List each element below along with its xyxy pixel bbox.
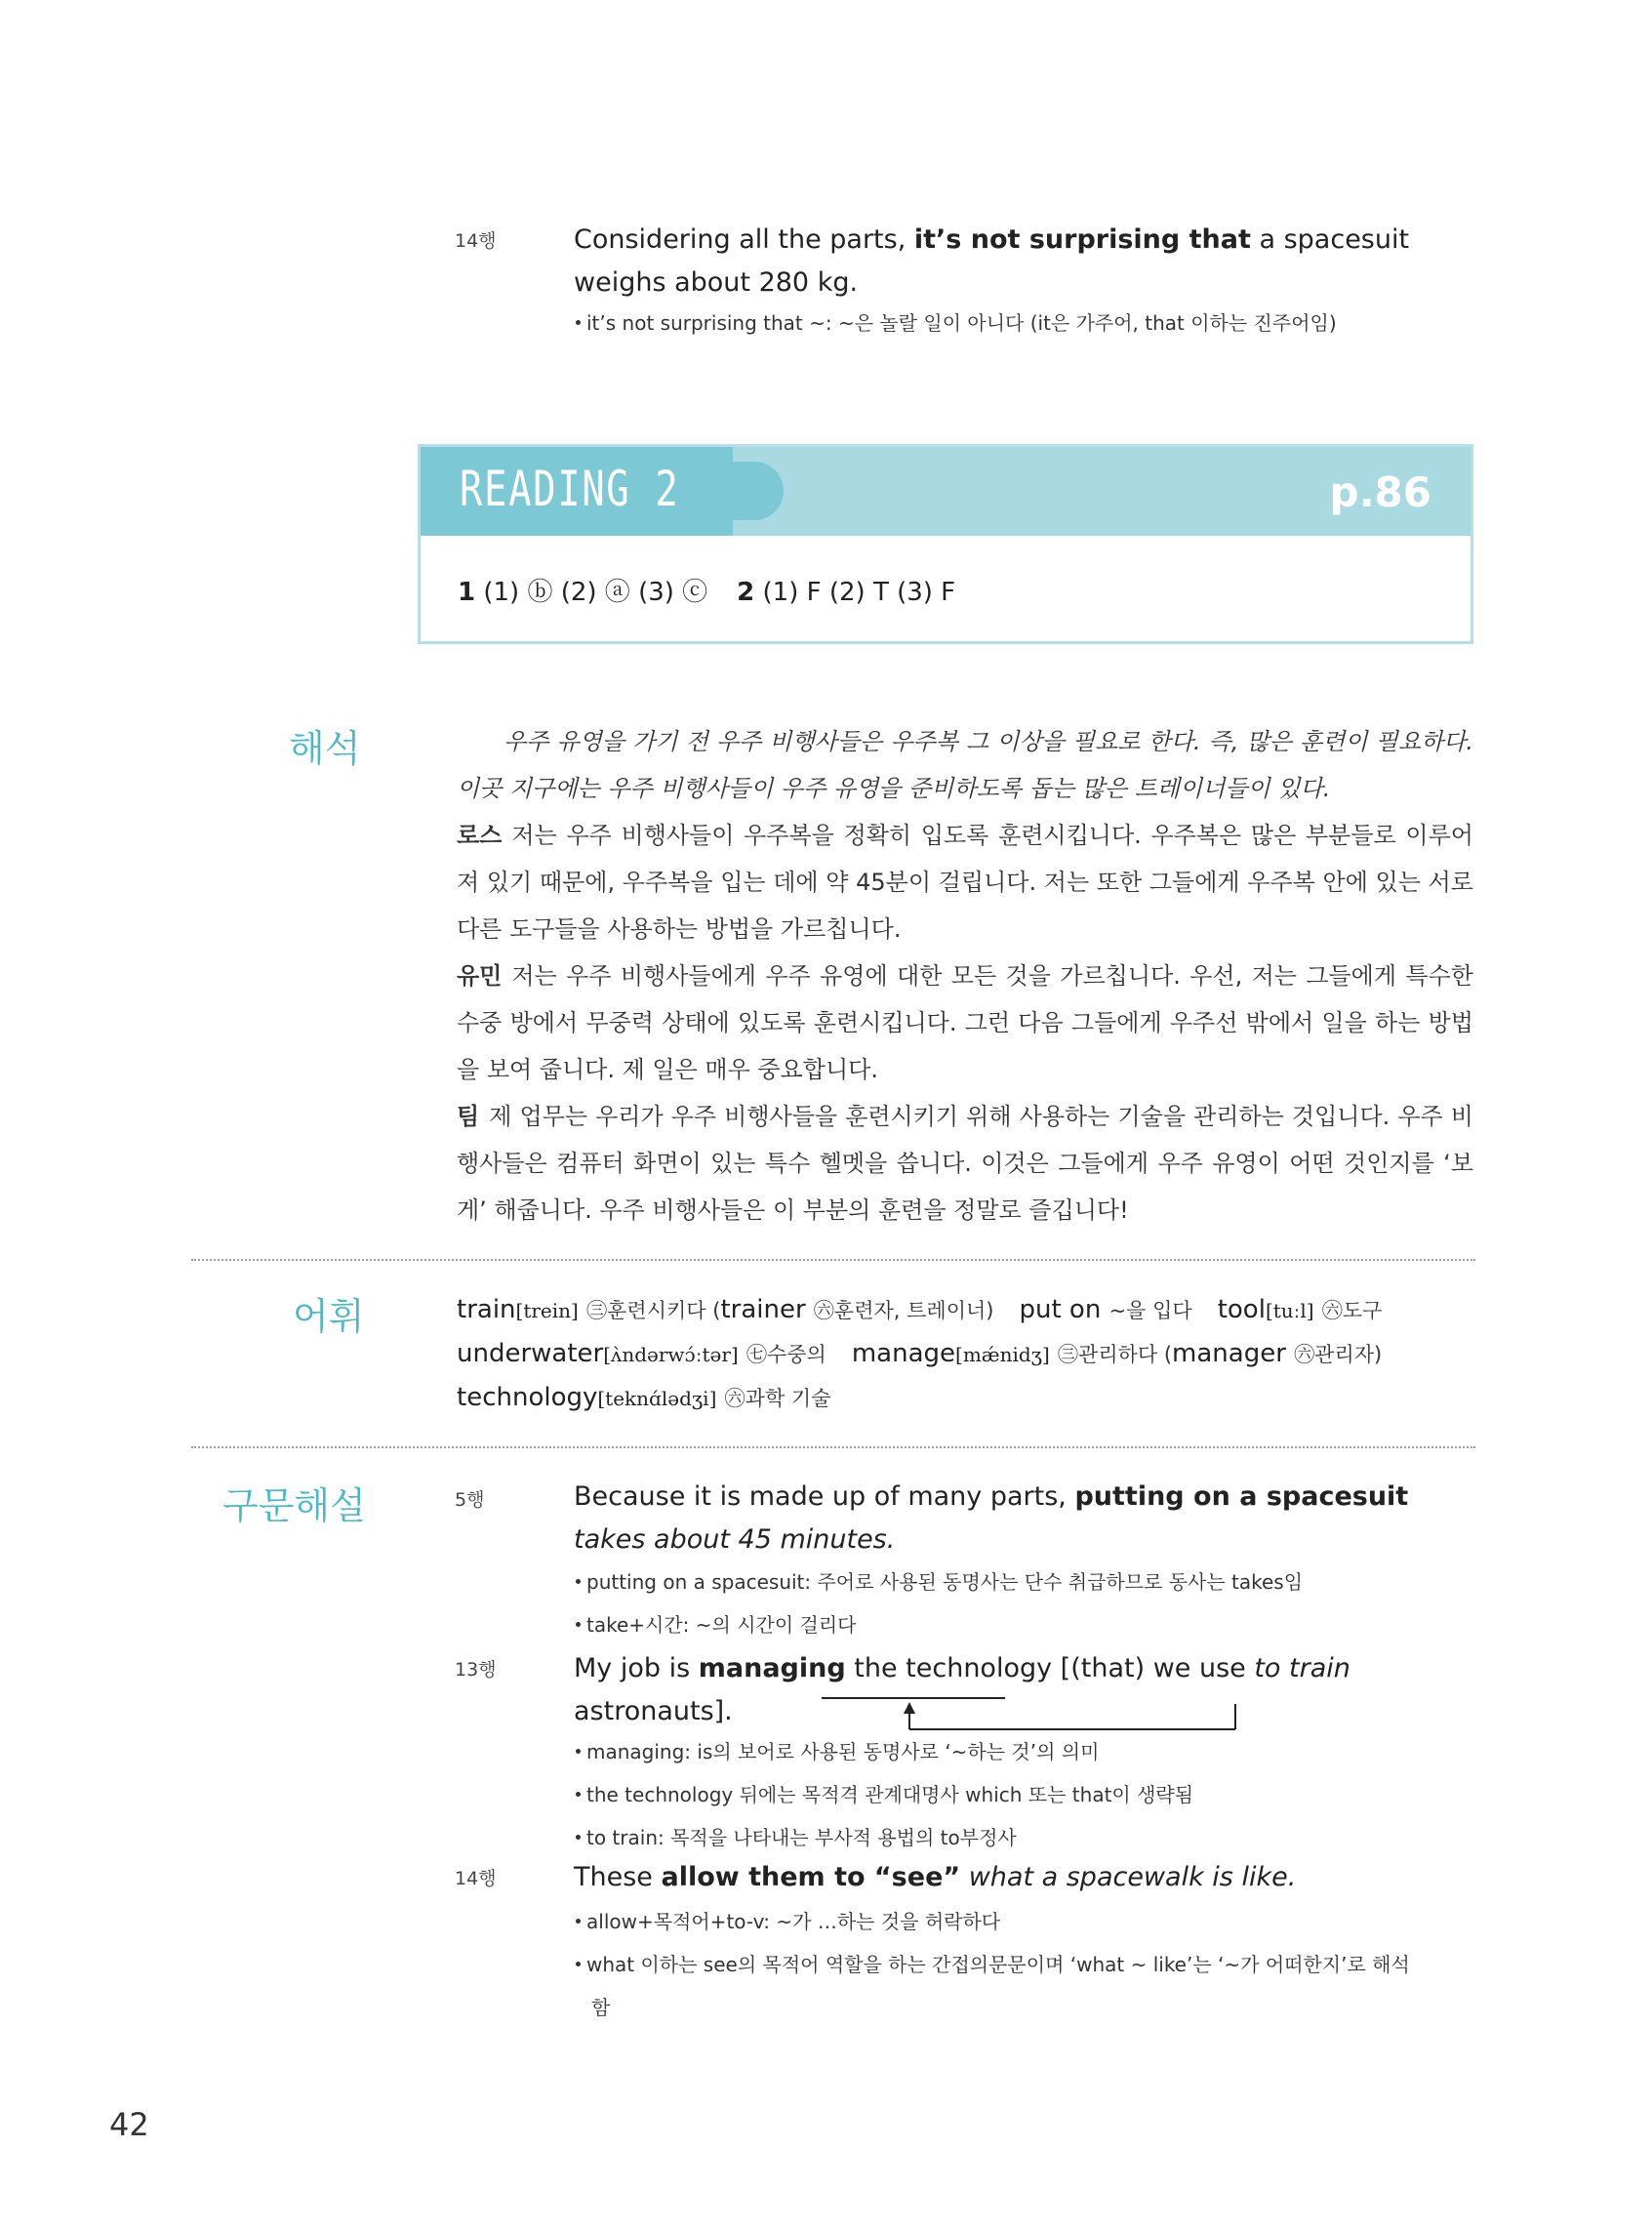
sentence-part: a spacesuit weighs about 280 kg. (574, 224, 1410, 298)
grammar-note-continuation: 함 (591, 1996, 611, 2019)
grammar-note: the technology 뒤에는 목적격 관계대명사 which 또는 that이 생략됨 (576, 1780, 1193, 1809)
bullet-icon (576, 1792, 581, 1797)
example-sentence: These allow them to “see” what a spacewalk is like. (574, 1862, 1297, 1892)
reading-title: READING 2 (460, 461, 680, 517)
sentence-bold: it’s not surprising that (913, 224, 1251, 255)
puzzle-knob-shape (704, 462, 784, 520)
line-ref: 13행 (455, 1659, 497, 1681)
bullet-icon (576, 1962, 581, 1966)
example-sentence: Because it is made up of many parts, putting on a spacesuit takes about 45 minutes. (574, 1481, 1409, 1555)
example-sentence (574, 219, 1471, 304)
bullet-icon (576, 1749, 581, 1754)
example-sentence: My job is managing the technology [(that) we use to train astronauts]. (574, 1653, 1350, 1726)
line-ref: 14행 (455, 1868, 497, 1889)
reading-banner (421, 447, 1471, 536)
vocab-row: underwater[ʌ̀ndərwɔ́ːtər] ㊆수중의 manage[mǽnidʒ] ㊂관리하다 (manager ㊅관리자) (457, 1339, 1383, 1368)
page-number: 42 (109, 2106, 149, 2143)
answer-key: 1 (1) ⓑ (2) ⓐ (3) ⓒ 2 (1) F (2) T (3) F (458, 578, 956, 607)
vocab-row: train[trein] ㊂훈련시키다 (trainer ㊅훈련자, 트레이너) put on ~을 입다 tool[tuːl] ㊅도구 (457, 1295, 1383, 1324)
section-label-translation: 해석 (289, 727, 361, 770)
reading-answer-box (418, 444, 1473, 644)
grammar-note: to train: 목적을 나타내는 부사적 용법의 to부정사 (576, 1823, 1017, 1852)
grammar-note: take+시간: ~의 시간이 걸리다 (576, 1610, 856, 1640)
bullet-icon (576, 1835, 581, 1840)
speaker-name: 팀 (457, 1103, 480, 1130)
line-ref: 5행 (455, 1489, 485, 1511)
bullet-icon (576, 1579, 581, 1584)
sentence-part: Considering all the parts, (574, 224, 914, 255)
translation-paragraph: 팀 제 업무는 우리가 우주 비행사들을 훈련시키기 위해 사용하는 기술을 관리하는 것입니다. 우주 비행사들은 컴퓨터 화면이 있는 특수 헬멧을 씁니다. 이것은 그들에게 우주 유영이 어떤 것인지를 ‘보게’ 해줍니다. 우주 비행사들은 이 부분의 훈련을 정말로 즐깁니다! (457, 1103, 1473, 1224)
grammar-note: managing: is의 보어로 사용된 동명사로 ‘~하는 것’의 의미 (576, 1737, 1099, 1766)
reading-page-ref: p.86 (1329, 468, 1431, 516)
bullet-icon (576, 1919, 581, 1924)
section-divider (191, 1446, 1475, 1448)
section-divider (191, 1259, 1475, 1261)
translation-text (457, 718, 1473, 1234)
bullet-icon (576, 1622, 581, 1627)
translation-paragraph: 유민 저는 우주 비행사들에게 우주 유영에 대한 모든 것을 가르칩니다. 우선, 저는 그들에게 특수한 수중 방에서 무중력 상태에 있도록 훈련시킵니다. 그런 다음 그들에게 우주선 밖에서 일을 하는 방법을 보여 줍니다. 제 일은 매우 중요합니다. (457, 962, 1473, 1083)
speaker-name: 유민 (457, 962, 503, 990)
grammar-note: it’s not surprising that ~: ~은 놀랄 일이 아니다 (it은 가주어, that 이하는 진주어임) (576, 308, 1337, 338)
bullet-icon (576, 320, 581, 325)
relative-clause-arrow-icon (820, 1696, 1239, 1731)
section-label-grammar: 구문해설 (222, 1484, 366, 1527)
translation-paragraph: 로스 저는 우주 비행사들이 우주복을 정확히 입도록 훈련시킵니다. 우주복은 많은 부분들로 이루어져 있기 때문에, 우주복을 입는 데에 약 45분이 걸립니다. 저는 또한 그들에게 우주복 안에 있는 서로 다른 도구들을 사용하는 방법을 가르칩니다. (457, 822, 1473, 943)
grammar-note: allow+목적어+to-v: ~가 …하는 것을 허락하다 (576, 1907, 1000, 1936)
translation-intro: 우주 유영을 가기 전 우주 비행사들은 우주복 그 이상을 필요로 한다. 즉, 많은 훈련이 필요하다. 이곳 지구에는 우주 비행사들이 우주 유영을 준비하도록 돕는 많은 트레이너들이 있다. (457, 728, 1473, 802)
vocab-row: technology[teknɑ́lədʒi] ㊅과학 기술 (457, 1383, 831, 1412)
section-label-vocab: 어휘 (293, 1295, 365, 1338)
speaker-name: 로스 (457, 822, 503, 849)
line-ref: 14행 (455, 230, 497, 252)
grammar-note: putting on a spacesuit: 주어로 사용된 동명사는 단수 취급하므로 동사는 takes임 (576, 1567, 1303, 1597)
grammar-note: what 이하는 see의 목적어 역할을 하는 간접의문문이며 ‘what ~ like’는 ‘~가 어떠한지’로 해석 (576, 1950, 1410, 1979)
